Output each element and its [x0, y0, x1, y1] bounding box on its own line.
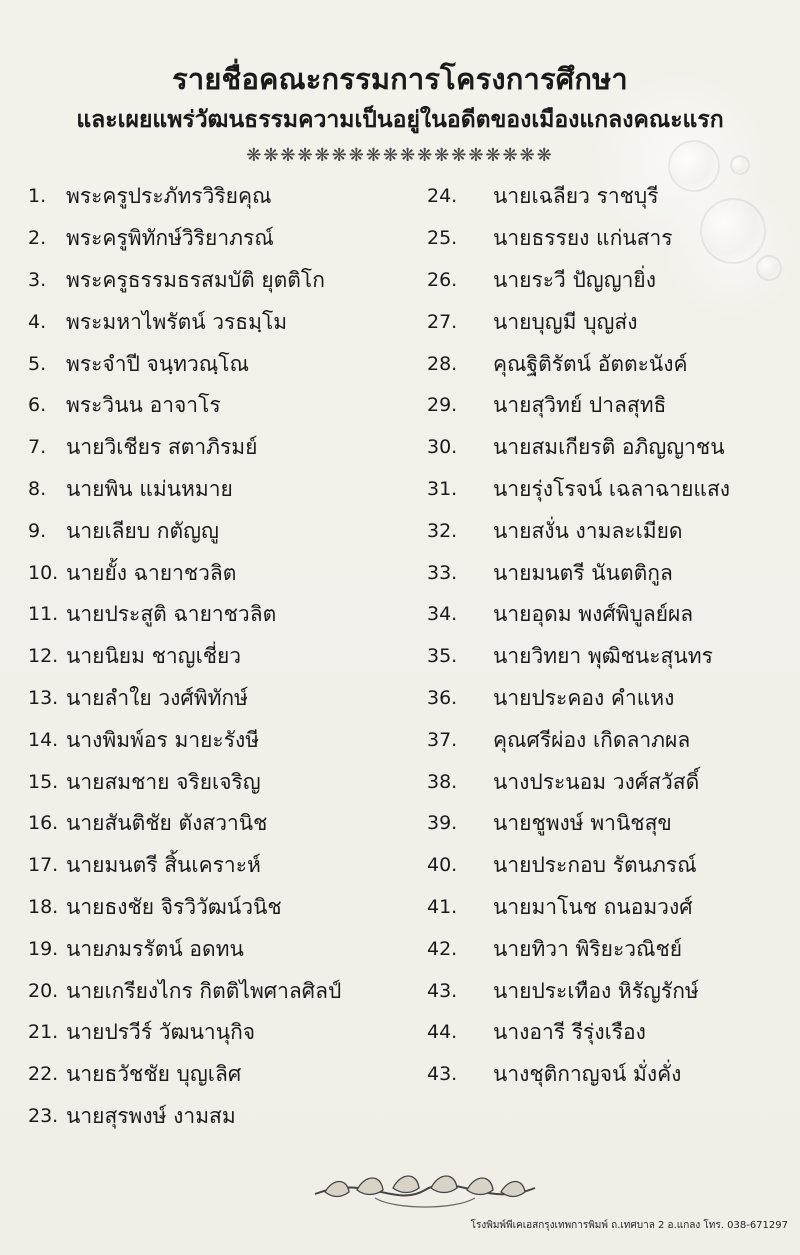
- list-item: [28, 1054, 418, 1096]
- list-item: [28, 678, 418, 720]
- list-number: 27.: [427, 310, 458, 333]
- list-item: [427, 887, 787, 929]
- person-name: พระมหาไพรัตน์ วรธมฺโม: [66, 309, 288, 334]
- person-name: พระวินน อาจาโร: [66, 393, 221, 418]
- list-item: [28, 218, 418, 260]
- person-name: นายประคอง คำแหง: [493, 685, 675, 710]
- list-item: [427, 427, 787, 469]
- person-name: นายธวัชชัย บุญเลิศ: [66, 1062, 242, 1087]
- list-item: [427, 845, 787, 887]
- leaf-flourish-icon: [305, 1164, 545, 1212]
- person-name: นายธรรยง แก่นสาร: [493, 226, 673, 251]
- person-name: นายเกรียงไกร กิตติไพศาลศิลป์: [66, 978, 342, 1003]
- list-number: 15.: [28, 770, 59, 793]
- list-number: 25.: [427, 227, 458, 250]
- list-number: 39.: [427, 812, 458, 835]
- list-number: 30.: [427, 436, 458, 459]
- list-item: [427, 385, 787, 427]
- list-number: 5.: [28, 352, 47, 375]
- list-number: 9.: [28, 519, 47, 542]
- list-item: [28, 510, 418, 552]
- list-item: [427, 510, 787, 552]
- right-name-list: [427, 176, 787, 1096]
- person-name: นายอุดม พงศ์พิบูลย์ผล: [493, 602, 694, 627]
- person-name: นายบุญมี บุญส่ง: [493, 309, 638, 334]
- list-number: 29.: [427, 394, 458, 417]
- list-number: 7.: [28, 436, 47, 459]
- list-item: [28, 427, 418, 469]
- list-number: 14.: [28, 728, 59, 751]
- person-name: พระครูประภัทรวิริยคุณ: [66, 184, 272, 209]
- list-number: 24.: [427, 185, 458, 208]
- printer-footer: โรงพิมพ์พีเคเอสกรุงเทพการพิมพ์ ถ.เทศบาล 2 อ.แกลง โทร. 038-671297: [470, 1220, 788, 1231]
- stars-divider: ❋❋❋❋❋❋❋❋❋❋❋❋❋❋❋❋❋❋: [246, 145, 554, 166]
- person-name: คุณศรีผ่อง เกิดลาภผล: [493, 727, 691, 752]
- list-number: 4.: [28, 310, 47, 333]
- list-item: [427, 594, 787, 636]
- list-item: [427, 678, 787, 720]
- person-name: นายประเทือง หิรัญรักษ์: [493, 978, 699, 1003]
- list-number: 43.: [427, 1063, 458, 1086]
- list-item: [28, 970, 418, 1012]
- list-item: [28, 761, 418, 803]
- list-number: 1.: [28, 185, 47, 208]
- list-number: 38.: [427, 770, 458, 793]
- list-item: [28, 1012, 418, 1054]
- person-name: นายนิยม ชาญเชี่ยว: [66, 644, 242, 669]
- person-name: นายสงั่น งามละเมียด: [493, 518, 683, 543]
- list-number: 35.: [427, 645, 458, 668]
- list-item: [28, 719, 418, 761]
- list-number: 18.: [28, 895, 59, 918]
- person-name: พระจำปี จนฺทวณฺโณ: [66, 351, 250, 376]
- person-name: นายธงชัย จิรวิวัฒน์วนิช: [66, 894, 282, 919]
- list-item: [28, 469, 418, 511]
- list-number: 11.: [28, 603, 59, 626]
- list-number: 8.: [28, 477, 47, 500]
- list-number: 3.: [28, 268, 47, 291]
- list-number: 23.: [28, 1104, 59, 1127]
- list-item: [427, 1012, 787, 1054]
- list-number: 36.: [427, 686, 458, 709]
- list-number: 2.: [28, 227, 47, 250]
- person-name: นางประนอม วงศ์สวัสดิ์: [493, 769, 700, 794]
- person-name: นายยั้ง ฉายาชวลิต: [66, 560, 237, 585]
- person-name: พระครูธรรมธรสมบัติ ยุตติโก: [66, 267, 325, 292]
- person-name: คุณฐิติรัตน์ อัตตะนังค์: [493, 351, 688, 376]
- list-number: 32.: [427, 519, 458, 542]
- list-number: 34.: [427, 603, 458, 626]
- list-number: 40.: [427, 854, 458, 877]
- list-item: [28, 552, 418, 594]
- list-item: [427, 218, 787, 260]
- list-item: [427, 636, 787, 678]
- person-name: นายประกอบ รัตนภรณ์: [493, 853, 697, 878]
- person-name: นายสมเกียรติ อภิญญาชน: [493, 435, 725, 460]
- list-number: 17.: [28, 854, 59, 877]
- list-number: 16.: [28, 812, 59, 835]
- list-number: 10.: [28, 561, 59, 584]
- list-item: [427, 301, 787, 343]
- list-item: [28, 260, 418, 302]
- list-item: [28, 176, 418, 218]
- person-name: นายวิเชียร สตาภิรมย์: [66, 435, 258, 460]
- list-item: [427, 719, 787, 761]
- person-name: นายเลียบ กตัญญู: [66, 518, 219, 543]
- list-item: [28, 636, 418, 678]
- person-name: นายปรวีร์ วัฒนานุกิจ: [66, 1020, 256, 1045]
- person-name: นายพิน แม่นหมาย: [66, 476, 233, 501]
- list-item: [28, 385, 418, 427]
- person-name: นายเฉลียว ราชบุรี: [493, 184, 659, 209]
- list-number: 20.: [28, 979, 59, 1002]
- person-name: นางพิมพ์อร มายะรังษี: [66, 727, 260, 752]
- list-item: [427, 260, 787, 302]
- person-name: พระครูพิทักษ์วิริยาภรณ์: [66, 226, 274, 251]
- list-item: [427, 761, 787, 803]
- list-number: 33.: [427, 561, 458, 584]
- list-number: 44.: [427, 1021, 458, 1044]
- list-number: 41.: [427, 895, 458, 918]
- list-item: [427, 1054, 787, 1096]
- list-item: [427, 343, 787, 385]
- person-name: นายลำใย วงศ์พิทักษ์: [66, 685, 248, 710]
- left-name-list: [28, 176, 418, 1137]
- person-name: นายทิวา พิริยะวณิชย์: [493, 936, 683, 961]
- person-name: นายสุรพงษ์ งามสม: [66, 1103, 236, 1128]
- person-name: นายมนตรี สิ้นเคราะห์: [66, 853, 261, 878]
- page-subtitle: และเผยแพร่วัฒนธรรมความเป็นอยู่ในอดีตของเมืองแกลงคณะแรก: [76, 107, 724, 133]
- list-number: 43.: [427, 979, 458, 1002]
- list-item: [427, 970, 787, 1012]
- list-number: 31.: [427, 477, 458, 500]
- list-number: 42.: [427, 937, 458, 960]
- person-name: นายระวี ปัญญายิ่ง: [493, 267, 656, 292]
- list-number: 22.: [28, 1063, 59, 1086]
- person-name: นายรุ่งโรจน์ เฉลาฉายแสง: [493, 476, 731, 501]
- list-item: [28, 928, 418, 970]
- list-number: 19.: [28, 937, 59, 960]
- page-title: รายชื่อคณะกรรมการโครงการศึกษา: [172, 62, 628, 96]
- person-name: นายประสูติ ฉายาชวลิต: [66, 602, 277, 627]
- list-item: [427, 176, 787, 218]
- person-name: นายชูพงษ์ พานิชสุข: [493, 811, 672, 836]
- person-name: นายวิทยา พุฒิชนะสุนทร: [493, 644, 713, 669]
- person-name: นายสมชาย จริยเจริญ: [66, 769, 261, 794]
- person-name: นางชุติกาญจน์ มั่งคั่ง: [493, 1062, 682, 1087]
- list-item: [28, 594, 418, 636]
- list-item: [28, 803, 418, 845]
- list-number: 6.: [28, 394, 47, 417]
- list-number: 21.: [28, 1021, 59, 1044]
- list-item: [427, 928, 787, 970]
- list-number: 37.: [427, 728, 458, 751]
- list-item: [28, 301, 418, 343]
- person-name: นายสุวิทย์ ปาลสุทธิ: [493, 393, 667, 418]
- person-name: นายภมรรัตน์ อดทน: [66, 936, 244, 961]
- list-item: [28, 887, 418, 929]
- list-number: 13.: [28, 686, 59, 709]
- list-item: [28, 343, 418, 385]
- list-item: [427, 552, 787, 594]
- list-item: [427, 803, 787, 845]
- person-name: นายมนตรี นันตติกูล: [493, 560, 673, 585]
- list-item: [28, 1096, 418, 1138]
- list-number: 28.: [427, 352, 458, 375]
- list-number: 26.: [427, 268, 458, 291]
- person-name: นายมาโนช ถนอมวงศ์: [493, 894, 693, 919]
- list-item: [28, 845, 418, 887]
- person-name: นางอารี รีรุ่งเรือง: [493, 1020, 646, 1045]
- person-name: นายสันติชัย ตังสวานิช: [66, 811, 268, 836]
- list-item: [427, 469, 787, 511]
- list-number: 12.: [28, 645, 59, 668]
